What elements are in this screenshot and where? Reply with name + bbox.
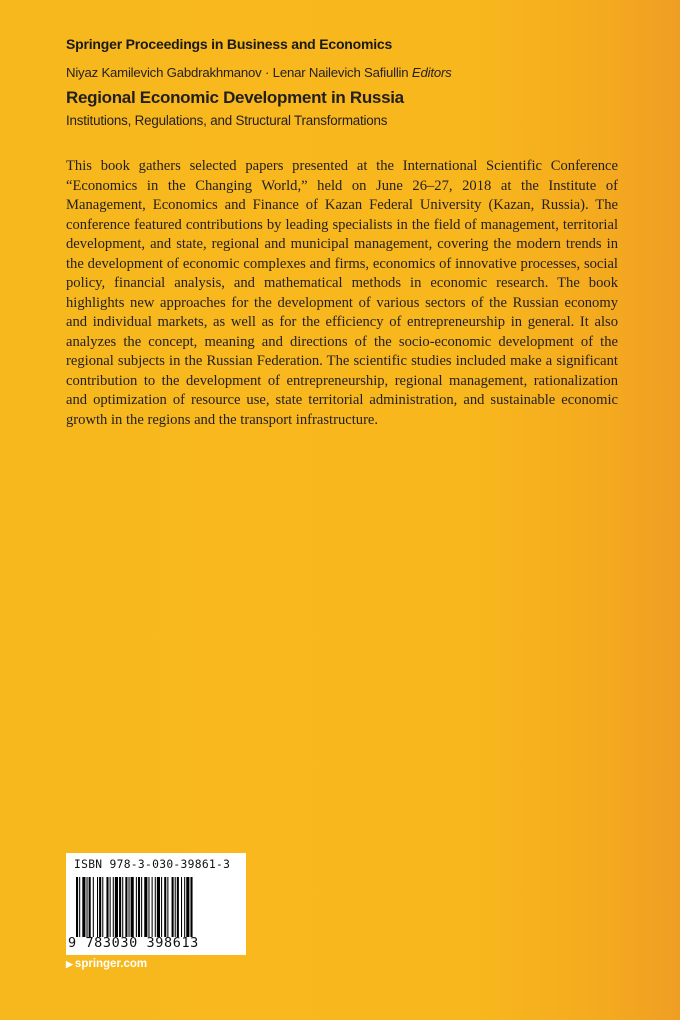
barcode-digits: 9 783030 398613 <box>68 935 199 951</box>
barcode-bar <box>148 877 149 937</box>
book-title: Regional Economic Development in Russia <box>66 88 404 107</box>
barcode-bar <box>102 877 103 937</box>
barcode-bar <box>93 877 94 937</box>
barcode-bar <box>97 877 98 937</box>
barcode-bar <box>110 877 111 937</box>
book-subtitle: Institutions, Regulations, and Structural Transformations <box>66 113 388 128</box>
barcode-bar <box>184 877 185 937</box>
barcode-box <box>66 853 246 955</box>
publisher-link-text: springer.com <box>74 958 148 970</box>
publisher-link[interactable] <box>66 958 147 970</box>
barcode-bar <box>164 877 166 937</box>
barcode-bar <box>172 877 174 937</box>
barcode-bar <box>152 877 153 937</box>
barcode-bar <box>129 877 130 937</box>
barcode-bar <box>82 877 85 937</box>
barcode-bar <box>79 877 80 937</box>
barcode-bar <box>119 877 121 937</box>
barcode-bar <box>131 877 134 937</box>
barcode-bar <box>138 877 140 937</box>
barcode-bar <box>115 877 118 937</box>
barcode-bars <box>74 877 240 941</box>
barcode-bar <box>157 877 160 937</box>
barcode-bar <box>113 877 114 937</box>
isbn-label: ISBN 978-3-030-39861-3 <box>74 858 231 871</box>
barcode-bar <box>99 877 101 937</box>
barcode-bar <box>161 877 162 937</box>
editors-line <box>66 65 452 80</box>
barcode-bar <box>125 877 127 937</box>
barcode-bar <box>155 877 156 937</box>
barcode-bar <box>167 877 168 937</box>
barcode-bar <box>106 877 108 937</box>
barcode-bar <box>122 877 123 937</box>
barcode-bar <box>141 877 142 937</box>
barcode-bar <box>144 877 147 937</box>
barcode-bar <box>186 877 189 937</box>
barcode-bar <box>76 877 78 937</box>
editor-names: Niyaz Kamilevich Gabdrakhmanov · Lenar Nailevich Safiullin <box>66 65 409 80</box>
barcode-bar <box>181 877 182 937</box>
barcode-bar <box>190 877 192 937</box>
barcode-bar <box>89 877 91 937</box>
book-description: This book gathers selected papers presented at the International Scientific Conference “Economics in the Changing World,” held on June 26–27, 2018 at the Institute of Management, Economics and Finance of Kazan Federal University (Kazan, Russia). The conference featured contributions by leading specialists in the field of management, territorial development, and state, regional and municipal management, covering the modern trends in the development of economic complexes and firms, economics of innovative processes, social policy, financial analysis, and mathematical methods in economic research. The book highlights new approaches for the development of various sectors of the Russian economy and individual markets, as well as for the efficiency of entrepreneurship in general. It also analyzes the concept, meaning and directions of the socio-economic development of the regional subjects in the Russian Federation. The scientific studies included make a significant contribution to the development of entrepreneurship, regional management, rationalization and optimization of resource use, state territorial administration, and sustainable economic growth in the regions and the transport infrastructure. <box>66 158 618 428</box>
editors-role: Editors <box>411 65 452 80</box>
series-title: Springer Proceedings in Business and Economics <box>66 36 393 52</box>
barcode-bar <box>175 877 176 937</box>
barcode-bar <box>136 877 137 937</box>
arrow-right-icon: ▶ <box>66 959 73 969</box>
barcode-bar <box>87 877 88 937</box>
barcode-bar <box>177 877 179 937</box>
